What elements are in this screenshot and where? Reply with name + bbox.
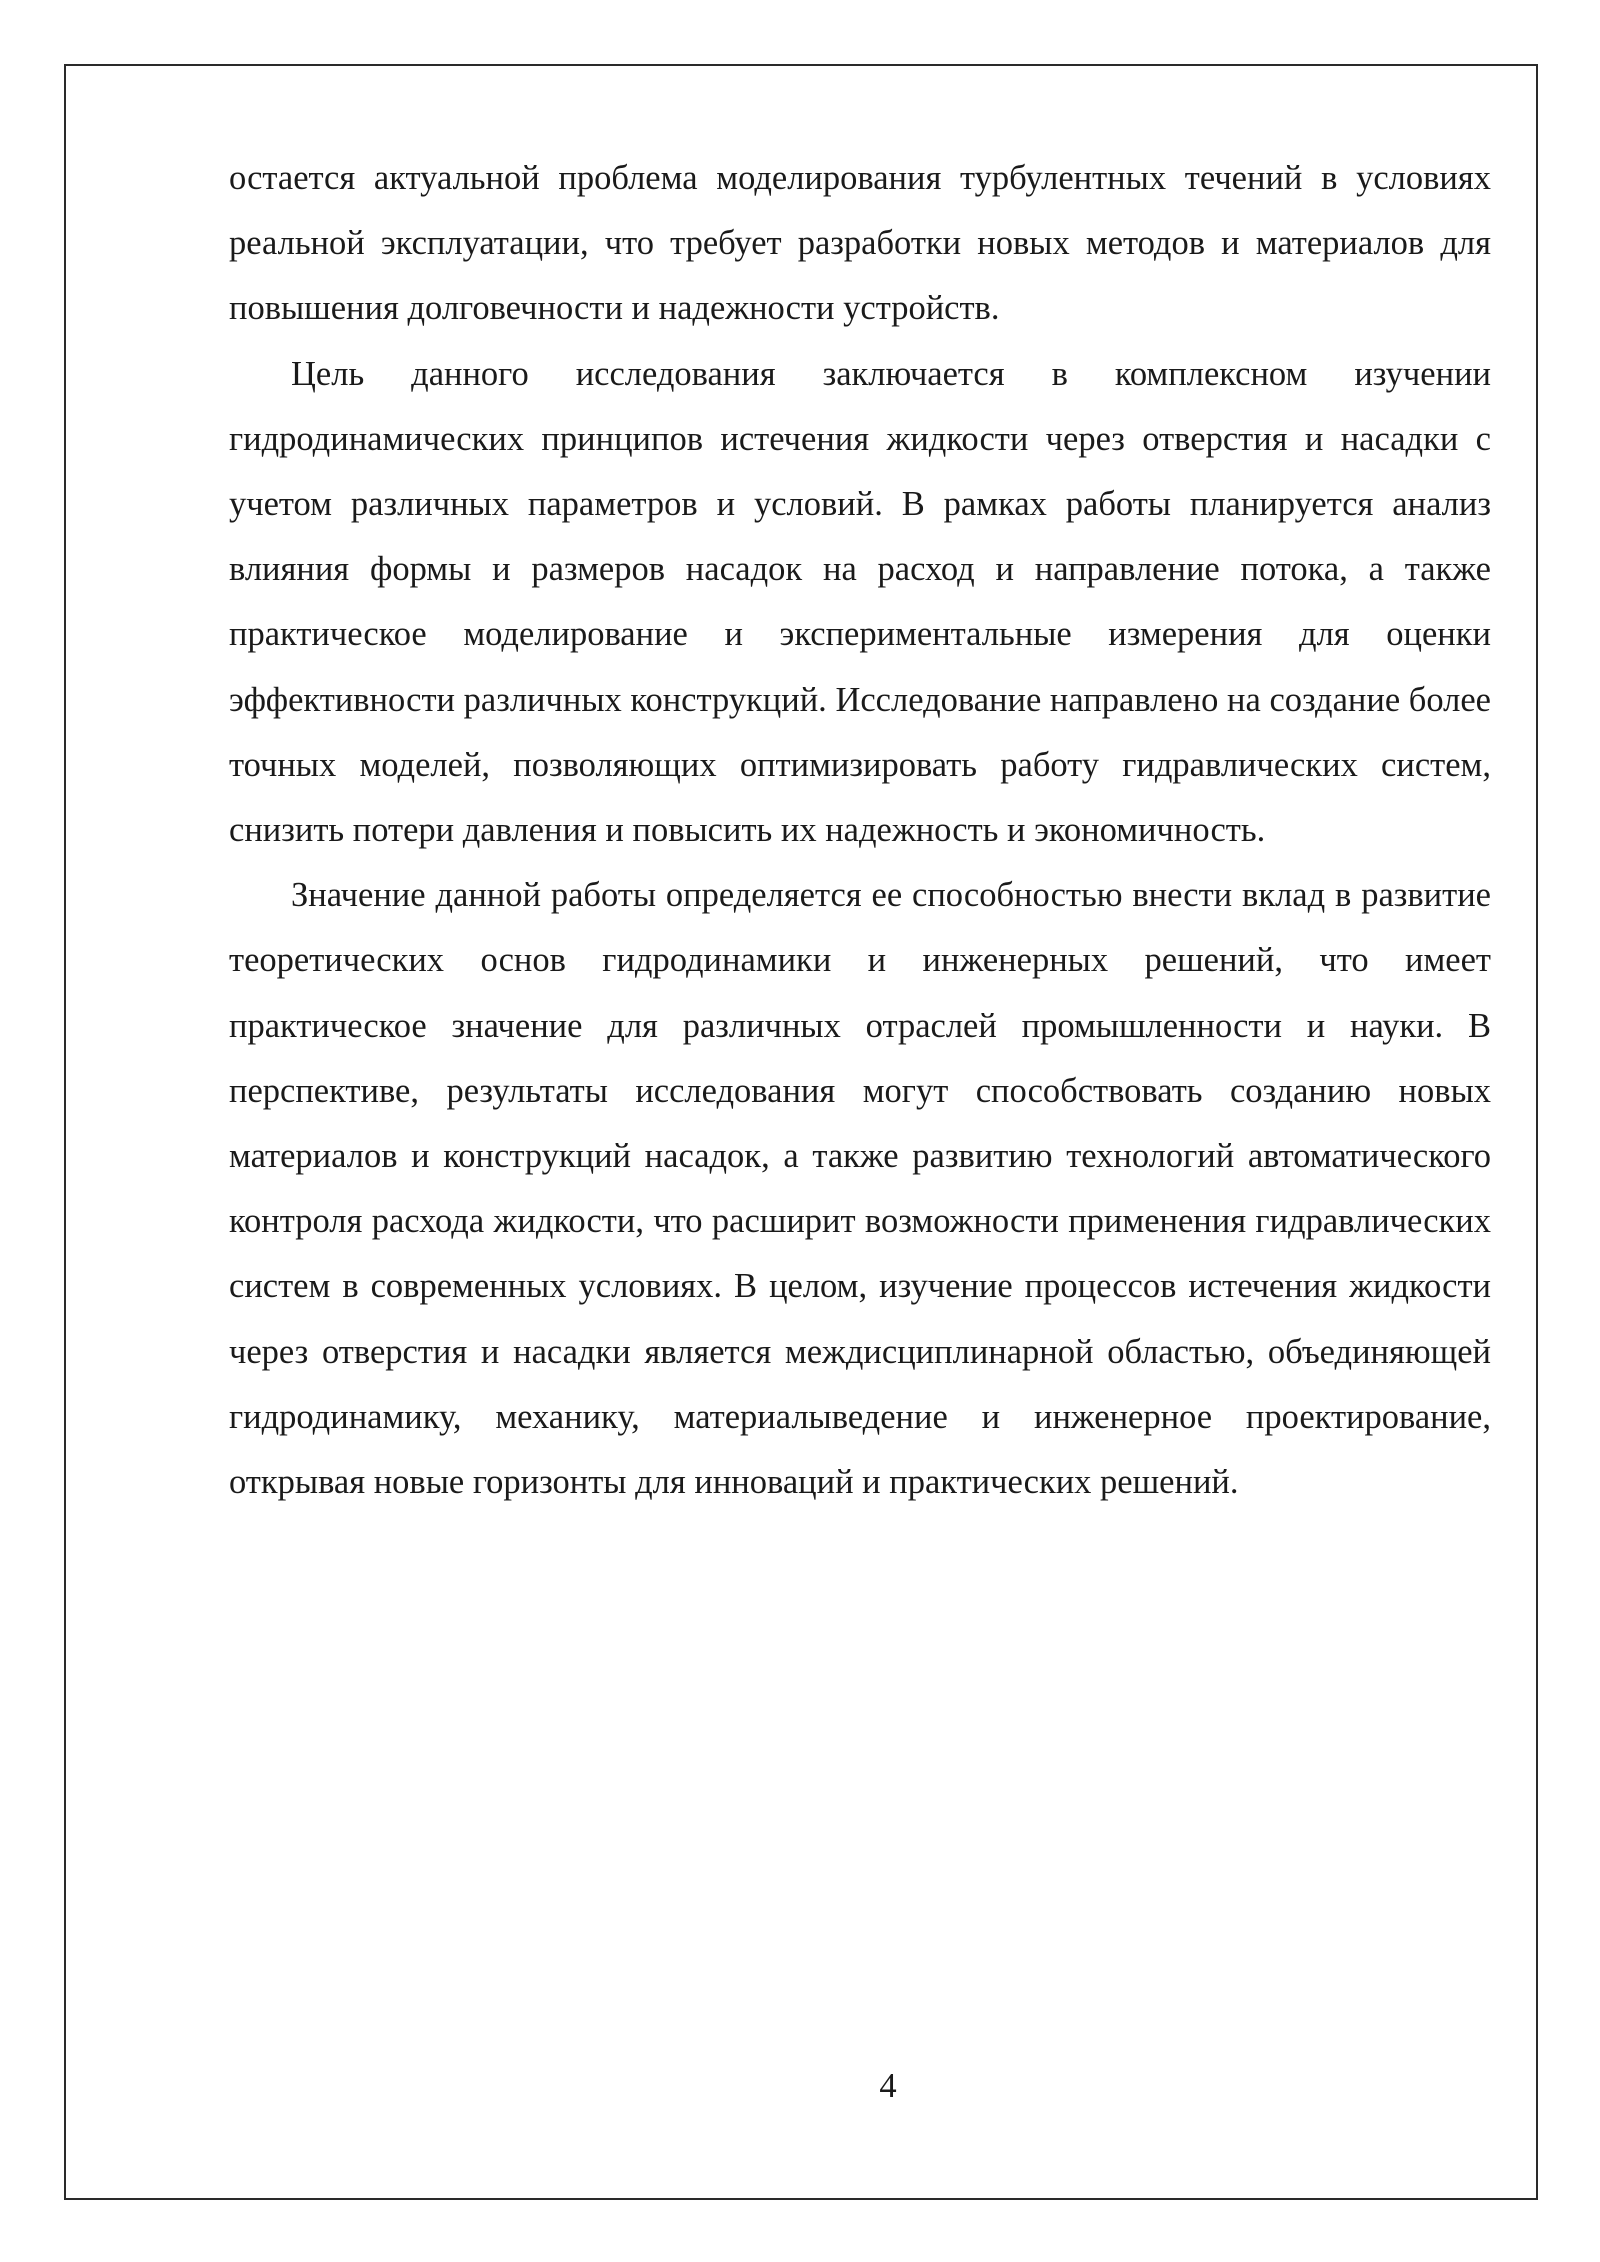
paragraph-significance: Значение данной работы определяется ее способностью внести вклад в развитие теоретических основ гидродинамики и инженерных решений, что имеет практическое значение для различных отраслей промышленности и науки. В перспективе, результаты исследования могут способствовать созданию новых материалов и конструкций насадок, а также развитию технологий автоматического контроля расхода жидкости, что расширит возможности применения гидравлических систем в современных условиях. В целом, изучение процессов истечения жидкости через отверстия и насадки является междисциплинарной областью, объединяющей гидродинамику, механику, материалыведение и инженерное проектирование, открывая новые горизонты для инноваций и практических решений. xyxy=(229,876,1491,1502)
document-body xyxy=(229,146,1491,1515)
paragraph-continuation: остается актуальной проблема моделирования турбулентных течений в условиях реальной эксплуатации, что требует разработки новых методов и материалов для повышения долговечности и надежности устройств. xyxy=(229,159,1491,328)
page-number: 4 xyxy=(879,2067,897,2105)
paragraph-research-goal: Цель данного исследования заключается в комплексном изучении гидродинамических принципов истечения жидкости через отверстия и насадки с учетом различных параметров и условий. В рамках работы планируется анализ влияния формы и размеров насадок на расход и направление потока, а также практическое моделирование и экспериментальные измерения для оценки эффективности различных конструкций. Исследование направлено на создание более точных моделей, позволяющих оптимизировать работу гидравлических систем, снизить потери давления и повысить их надежность и экономичность. xyxy=(229,354,1491,850)
